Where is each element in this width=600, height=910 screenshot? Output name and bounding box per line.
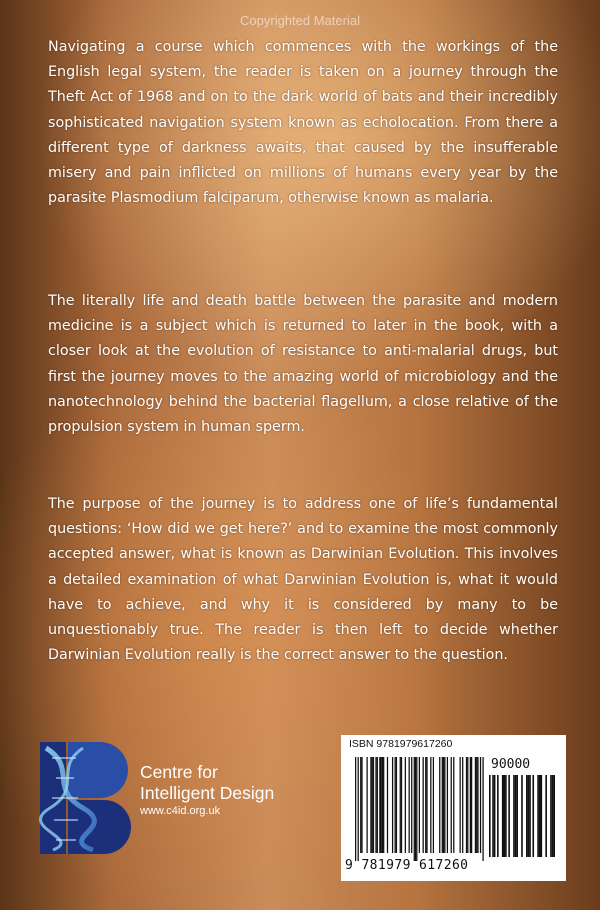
barcode-bar [355,757,356,861]
barcode-bar [426,757,427,853]
barcode-bar [508,775,510,857]
paragraph-text: The literally life and death battle between the parasite and modern medicine is a subject which is returned to later in the book, with a closer look at the evolution of resistance to anti-malarial drugs, but first the journey moves to the amazing world of microbiology and the nanotechnology behind the bacterial flagellum, a close relative of the propulsion system in human sperm. [48,293,558,436]
barcode-bar [400,757,401,853]
barcode-bar [503,775,505,857]
barcode-bar [482,757,483,861]
barcode-addon-bars [489,775,555,857]
blurb-paragraph-1 [48,35,558,211]
barcode-bar [379,757,380,853]
logo-url: www.c4id.org.uk [140,805,221,817]
barcode-bar [380,757,381,853]
barcode-bar [375,757,376,853]
barcode-bar [447,757,448,853]
barcode-bar [416,757,417,861]
barcode-bar [460,757,461,853]
barcode-bar [467,757,468,853]
barcode-bar [539,775,541,857]
barcode-bar [392,757,393,853]
logo-line-2: Intelligent Design [140,783,275,803]
barcode-bar [528,775,530,857]
barcode-bar [387,757,388,853]
barcode-bar [361,757,362,853]
barcode-bar [505,775,507,857]
barcode-bar [396,757,397,853]
barcode-bar [513,775,515,857]
barcode-bar [553,775,555,857]
blurb-paragraph-3 [48,492,558,668]
barcode-bar [425,757,426,853]
barcode-bar [370,757,371,853]
barcode-bar [419,757,420,853]
barcode-bar [476,757,477,853]
barcode-bar [411,757,412,853]
barcode-bar [521,775,523,857]
barcode-bar [545,775,547,857]
c4id-logo-icon [38,738,138,858]
blurb-paragraph-2 [48,289,558,440]
barcode-bar [471,757,472,853]
barcode-bar [444,757,445,853]
barcode-digits: 9 781979 617260 [345,858,469,873]
barcode-bar [401,757,402,853]
barcode-bar [492,775,494,857]
barcode-bar [377,757,378,853]
barcode-bar [443,757,444,853]
barcode-bar [462,757,463,853]
barcode-bar [366,757,367,853]
barcode-bar [494,775,496,857]
barcode-bar [442,757,443,853]
barcode-bar [550,775,552,857]
barcode-bar [497,775,499,857]
barcode-bar [515,775,517,857]
barcode-bar [552,775,554,857]
barcode-bar [470,757,471,853]
barcode-bar [409,757,410,853]
price-code: 90000 [491,757,531,772]
publisher-logo [38,738,308,858]
paragraph-text: The purpose of the journey is to address one of life’s fundamental questions: ‘How did we get here?’ and to examine the most commonly accepted answer, what is known as Darwinian Evolution. This involves a detailed examination of what Darwinian Evolution is, what it would have to achieve, and why it is considered by many to be unquestionably true. The reader is then left to decide whether Darwinian Evolution really is the correct answer to the question. [48,496,558,664]
barcode-bar [502,775,504,857]
barcode-bar [537,775,539,857]
barcode-bar [529,775,531,857]
barcode-bar [477,757,478,853]
isbn-label: ISBN 9781979617260 [349,738,453,750]
barcode-bar [395,757,396,853]
barcode-bar [360,757,361,853]
paragraph-text: Navigating a course which commences with the workings of the English legal system, the reader is taken on a journey through the Theft Act of 1968 and on to the dark world of bats and their incredibly sophisticated navigation system known as echolocation. From there a different type of darkness awaits, that caused by the insufferable misery and pain inflicted on millions of humans every year by the parasite Plasmodium falciparum, otherwise known as malaria. [48,39,558,207]
barcode-bar [383,757,384,853]
barcode-bar [414,757,415,861]
barcode-main-bars [355,757,485,861]
barcode-bar [372,757,373,853]
copyright-watermark: Copyrighted Material [240,13,360,28]
barcode-bar [532,775,534,857]
barcode-bar [489,775,491,857]
isbn-barcode [341,735,566,881]
barcode-bar [382,757,383,853]
logo-line-1: Centre for [140,762,218,782]
barcode-bar [358,757,359,861]
barcode-bar [480,757,481,853]
barcode-bar [439,757,440,853]
logo-text [140,762,274,818]
barcode-bar [433,757,434,853]
barcode-bar [373,757,374,853]
barcode-bar [475,757,476,853]
barcode-bar [516,775,518,857]
barcode-bar [423,757,424,853]
barcode-bar [466,757,467,853]
barcode-bar [430,757,431,853]
barcode-bar [451,757,452,853]
barcode-bar [405,757,406,853]
barcode-bar [453,757,454,853]
barcode-bar [541,775,543,857]
barcode-bar [526,775,528,857]
barcode-bar [415,757,416,861]
